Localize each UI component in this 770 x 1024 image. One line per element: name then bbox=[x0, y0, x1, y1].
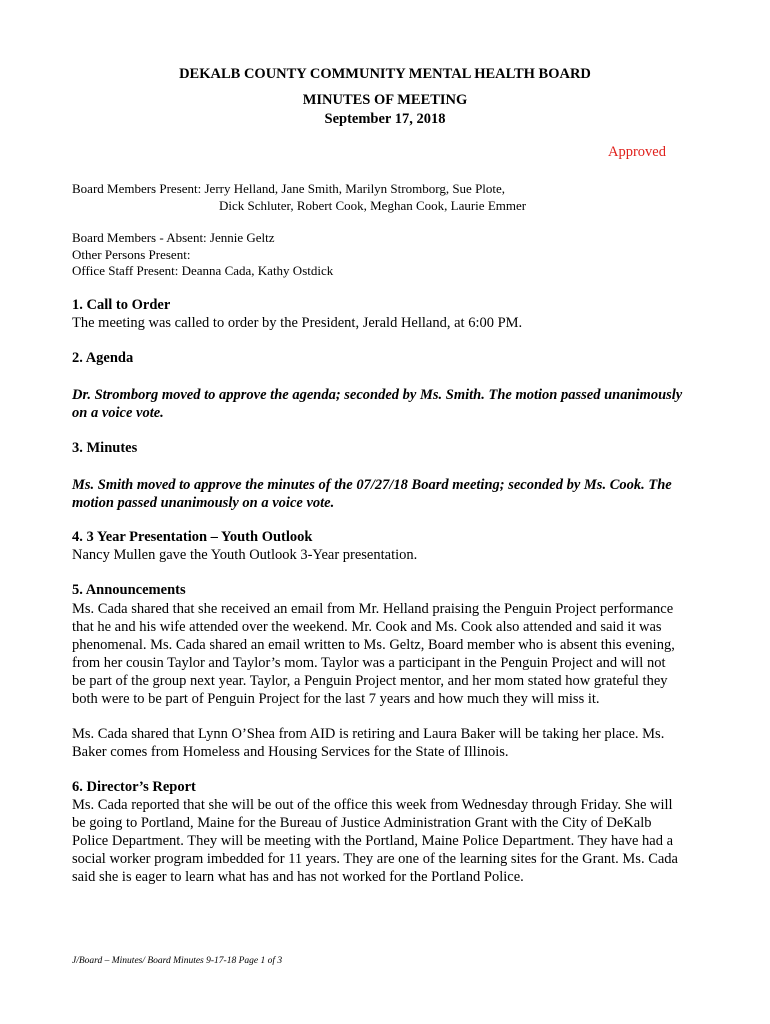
section-3-motion bbox=[72, 476, 712, 512]
section-1-heading: 1. Call to Order bbox=[72, 297, 171, 313]
paragraph-line: be going to Portland, Maine for the Bureau of Justice Administration Grant with the City of DeKalb bbox=[72, 815, 652, 831]
other-persons: Other Persons Present: bbox=[72, 247, 191, 262]
section-5-heading: 5. Announcements bbox=[72, 582, 186, 598]
motion-line: Ms. Smith moved to approve the minutes of the 07/27/18 Board meeting; seconded by Ms. Cook. The bbox=[72, 477, 672, 493]
section-5-paragraph-2 bbox=[72, 725, 712, 761]
section-4-text bbox=[72, 546, 712, 564]
motion-line: Dr. Stromborg moved to approve the agenda; seconded by Ms. Smith. The motion passed unanimously bbox=[72, 387, 683, 403]
section-6-heading: 6. Director’s Report bbox=[72, 779, 196, 795]
paragraph-line: Ms. Cada shared that she received an email from Mr. Helland praising the Penguin Project performance bbox=[72, 601, 674, 617]
approved-stamp: Approved bbox=[608, 144, 666, 160]
paragraph-line: Baker comes from Homeless and Housing Services for the State of Illinois. bbox=[72, 744, 509, 760]
paragraph-line: both were to be part of Penguin Project for the last 7 years and how much they will miss it. bbox=[72, 691, 600, 707]
members-present-line1: Board Members Present: Jerry Helland, Jane Smith, Marilyn Stromborg, Sue Plote, bbox=[72, 181, 506, 196]
paragraph-line: be part of the group next year. Taylor, a Penguin Project mentor, and her mom stated how grateful they bbox=[72, 673, 668, 689]
paragraph-line: Nancy Mullen gave the Youth Outlook 3-Year presentation. bbox=[72, 547, 418, 563]
paragraph-line: said she is eager to learn what has and has not worked for the Portland Police. bbox=[72, 869, 524, 885]
members-absent: Board Members - Absent: Jennie Geltz bbox=[72, 230, 275, 245]
paragraph-line: from her cousin Taylor and Taylor’s mom. Taylor was a participant in the Penguin Project and will not bbox=[72, 655, 666, 671]
meeting-date: September 17, 2018 bbox=[324, 111, 446, 127]
paragraph-line: Ms. Cada reported that she will be out of the office this week from Wednesday through Friday. She will bbox=[72, 797, 673, 813]
section-1-text bbox=[72, 314, 712, 332]
paragraph-line: that he and his wife attended over the weekend. Mr. Cook and Ms. Cook also attended and said it was bbox=[72, 619, 662, 635]
motion-line: on a voice vote. bbox=[72, 405, 164, 421]
page-footer: J/Board – Minutes/ Board Minutes 9-17-18 Page 1 of 3 bbox=[72, 956, 283, 966]
section-1-line: The meeting was called to order by the President, Jerald Helland, at 6:00 PM. bbox=[72, 315, 523, 331]
office-staff: Office Staff Present: Deanna Cada, Kathy Ostdick bbox=[72, 263, 334, 278]
paragraph-line: Ms. Cada shared that Lynn O’Shea from AID is retiring and Laura Baker will be taking her place. Ms. bbox=[72, 726, 665, 742]
members-present-line2: Dick Schluter, Robert Cook, Meghan Cook, Laurie Emmer bbox=[219, 198, 527, 213]
section-3-heading: 3. Minutes bbox=[72, 440, 138, 456]
section-2-motion bbox=[72, 386, 712, 422]
section-5-paragraph-1 bbox=[72, 600, 712, 708]
minutes-title: MINUTES OF MEETING bbox=[302, 92, 468, 108]
section-2-heading: 2. Agenda bbox=[72, 350, 134, 366]
org-title: DEKALB COUNTY COMMUNITY MENTAL HEALTH BOARD bbox=[179, 66, 591, 82]
motion-line: motion passed unanimously on a voice vote. bbox=[72, 495, 335, 511]
section-6-paragraph bbox=[72, 796, 712, 886]
section-4-heading: 4. 3 Year Presentation – Youth Outlook bbox=[72, 529, 313, 545]
paragraph-line: social worker program imbedded for 11 years. They are one of the learning sites for the Grant. Ms. Cada bbox=[72, 851, 678, 867]
paragraph-line: phenomenal. Ms. Cada shared an email written to Ms. Geltz, Board member who is absent this evening, bbox=[72, 637, 675, 653]
paragraph-line: Police Department. They will be meeting with the Portland, Maine Police Department. They have had a bbox=[72, 833, 674, 849]
